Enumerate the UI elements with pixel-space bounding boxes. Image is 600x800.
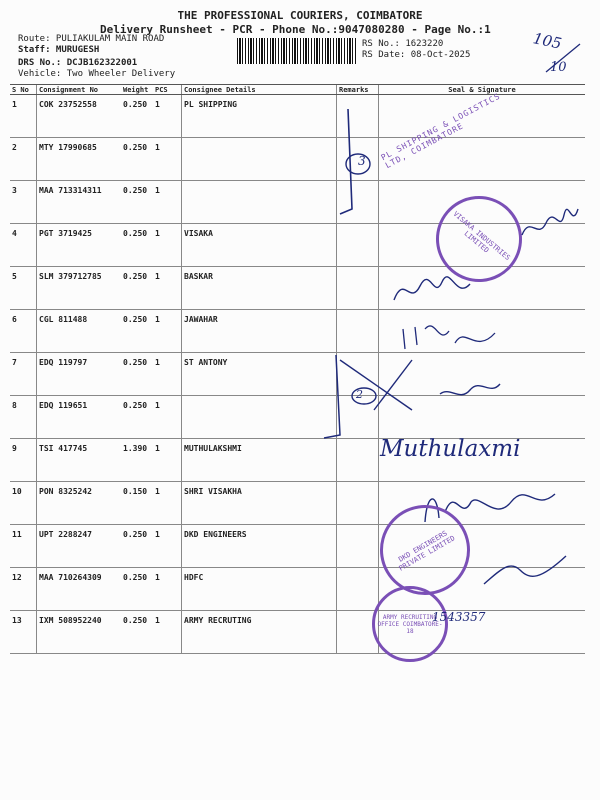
- army-recruiting-stamp: ARMY RECRUITING OFFICE COIMBATORE-18: [372, 586, 448, 662]
- cell-remarks: [337, 482, 379, 525]
- cell-weight: 1.390: [121, 439, 153, 482]
- baskar-signature: [390, 270, 480, 310]
- cell-sno: 1: [10, 95, 37, 138]
- cell-consignee: DKD ENGINEERS: [182, 525, 337, 568]
- cell-consignment: PGT 3719425: [37, 224, 122, 267]
- company-title: THE PROFESSIONAL COURIERS, COIMBATORE: [177, 9, 423, 22]
- cell-consignment: EDQ 119797: [37, 353, 122, 396]
- cell-weight: 0.250: [121, 611, 153, 654]
- cell-pcs: 1: [153, 181, 182, 224]
- cell-consignment: UPT 2288247: [37, 525, 122, 568]
- cell-sno: 13: [10, 611, 37, 654]
- route-label: Route: PULIAKULAM MAIN ROAD: [18, 34, 165, 44]
- cell-weight: 0.250: [121, 267, 153, 310]
- cell-weight: 0.150: [121, 482, 153, 525]
- cell-sno: 7: [10, 353, 37, 396]
- cell-weight: 0.250: [121, 353, 153, 396]
- cell-pcs: 1: [153, 611, 182, 654]
- col-sno: S No: [10, 85, 37, 95]
- runsheet-title: Delivery Runsheet - PCR - Phone No.:9047080280 - Page No.:1: [100, 23, 491, 36]
- cell-consignment: MAA 713314311: [37, 181, 122, 224]
- pl-shipping-stamp: PL SHIPPING & LOGISTICS LTD, COIMBATORE: [379, 91, 502, 171]
- cell-sno: 6: [10, 310, 37, 353]
- cell-consignee: [182, 138, 337, 181]
- cell-consignment: PON 8325242: [37, 482, 122, 525]
- army-signature-number: 1543357: [432, 610, 486, 624]
- col-pcs: PCS: [153, 85, 182, 95]
- cell-weight: 0.250: [121, 396, 153, 439]
- cell-consignee: MUTHULAKSHMI: [182, 439, 337, 482]
- table-row: [10, 611, 585, 654]
- staff-label: Staff: MURUGESH: [18, 45, 100, 55]
- hdfc-signature: [480, 550, 570, 590]
- cell-pcs: 1: [153, 310, 182, 353]
- table-row: [10, 138, 585, 181]
- drs-number: DRS No.: DCJB162322001: [18, 58, 138, 68]
- cell-weight: 0.250: [121, 525, 153, 568]
- remark-count-3: 3: [358, 154, 366, 168]
- dkd-engineers-stamp: DKD ENGINEERS PRIVATE LIMITED: [364, 489, 487, 612]
- handwritten-count-top: 105: [531, 29, 564, 53]
- cell-consignment: TSI 417745: [37, 439, 122, 482]
- cell-consignee: HDFC: [182, 568, 337, 611]
- col-consignment: Consignment No: [37, 85, 122, 95]
- cell-weight: 0.250: [121, 95, 153, 138]
- rs-number: RS No.: 1623220: [362, 39, 444, 49]
- cell-weight: 0.250: [121, 568, 153, 611]
- cell-consignee: [182, 396, 337, 439]
- col-remarks: Remarks: [337, 85, 379, 95]
- cell-consignment: IXM 508952240: [37, 611, 122, 654]
- cell-remarks: [337, 224, 379, 267]
- cell-consignee: VISAKA: [182, 224, 337, 267]
- cell-pcs: 1: [153, 224, 182, 267]
- remarks-bracket-mark: [330, 104, 380, 224]
- cell-consignment: CGL 811488: [37, 310, 122, 353]
- cell-remarks: [337, 310, 379, 353]
- handwritten-count-bottom: 10: [550, 60, 567, 75]
- cell-consignee: JAWAHAR: [182, 310, 337, 353]
- cell-pcs: 1: [153, 353, 182, 396]
- remark-count-2: 2: [356, 388, 363, 401]
- visaka-stamp: VISAKA INDUSTRIES LIMITED: [418, 178, 539, 299]
- visaka-signature: [520, 205, 580, 245]
- cell-sno: 11: [10, 525, 37, 568]
- cell-sno: 3: [10, 181, 37, 224]
- cell-sno: 8: [10, 396, 37, 439]
- cell-pcs: 1: [153, 568, 182, 611]
- cell-weight: 0.250: [121, 224, 153, 267]
- cell-sno: 2: [10, 138, 37, 181]
- cell-consignment: COK 23752558: [37, 95, 122, 138]
- cell-pcs: 1: [153, 267, 182, 310]
- handwritten-slash-mark: [528, 38, 588, 78]
- cell-sno: 9: [10, 439, 37, 482]
- cell-consignment: SLM 379712785: [37, 267, 122, 310]
- cell-remarks: [337, 439, 379, 482]
- cell-sno: 12: [10, 568, 37, 611]
- cell-weight: 0.250: [121, 138, 153, 181]
- cell-consignee: PL SHIPPING: [182, 95, 337, 138]
- cell-sno: 10: [10, 482, 37, 525]
- barcode: [237, 38, 357, 64]
- cell-weight: 0.250: [121, 310, 153, 353]
- col-seal: Seal & Signature: [379, 85, 586, 95]
- rs-date: RS Date: 08-Oct-2025: [362, 50, 471, 60]
- cell-consignment: MAA 710264309: [37, 568, 122, 611]
- cell-consignment: EDQ 119651: [37, 396, 122, 439]
- cell-pcs: 1: [153, 439, 182, 482]
- cell-consignment: MTY 17990685: [37, 138, 122, 181]
- cell-pcs: 1: [153, 482, 182, 525]
- cell-pcs: 1: [153, 525, 182, 568]
- cell-pcs: 1: [153, 138, 182, 181]
- cell-remarks: [337, 267, 379, 310]
- crossed-remark-mark: [320, 350, 520, 440]
- cell-consignee: SHRI VISAKHA: [182, 482, 337, 525]
- col-weight: Weight: [121, 85, 153, 95]
- vehicle-label: Vehicle: Two Wheeler Delivery: [18, 69, 176, 79]
- cell-pcs: 1: [153, 396, 182, 439]
- cell-sno: 5: [10, 267, 37, 310]
- col-consignee: Consignee Details: [182, 85, 337, 95]
- cell-remarks: [337, 568, 379, 611]
- cell-weight: 0.250: [121, 181, 153, 224]
- cell-consignee: ARMY RECRUTING: [182, 611, 337, 654]
- cell-sno: 4: [10, 224, 37, 267]
- cell-remarks: [337, 525, 379, 568]
- cell-pcs: 1: [153, 95, 182, 138]
- cell-consignee: ST ANTONY: [182, 353, 337, 396]
- cell-consignee: [182, 181, 337, 224]
- muthulaxmi-signature: Muthulaxmi: [380, 436, 521, 462]
- cell-consignee: BASKAR: [182, 267, 337, 310]
